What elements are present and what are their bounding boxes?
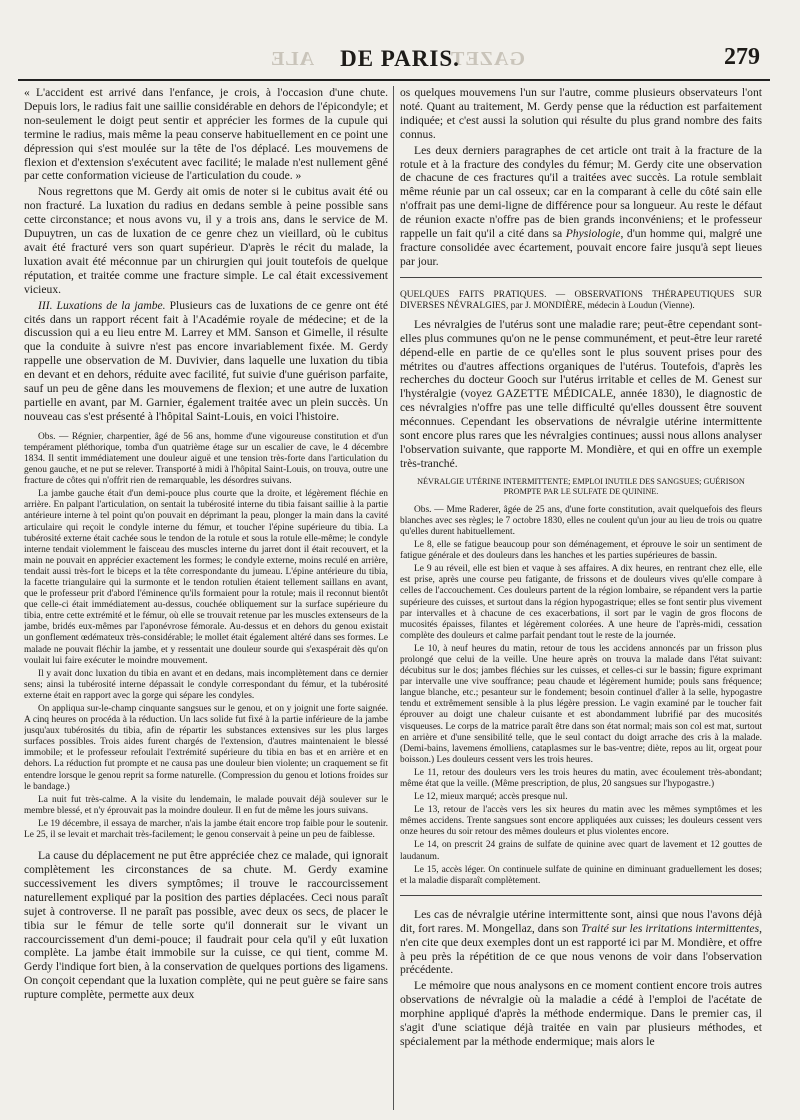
page-header — [0, 0, 800, 90]
paragraph-fractures: Les deux derniers paragraphes de cet article ont trait à la fracture de la rotule et à la fracture des condyles du fémur; M. Gerdy cite une observation de chacune de ces fractures qu'il a traitées avec succès. La rotule semblait même réunie par un cal osseux; car en la comparant à celle du côté sain elle n'offrait pas une demi-ligne de différence pour sa longueur. Au reste le défaut de réunion exacte n'offre pas de bien grands inconvéniens; et le professeur rappelle un fait qu'il a cité dans sa Physiologie, d'un homme qui, malgré une fracture consolidée avec écartement, pouvait encore faire jusqu'à sept lieues par jour. — [400, 143, 762, 268]
paragraph-nevralgies: Les névralgies de l'utérus sont une maladie rare; peut-être cependant sont-elles plus communes qu'on ne le pense communément, et peut-être leur rareté dépend-elle en partie de ce qu'elles sont le plus souvent prises pour des métrites ou d'autres affections organiques de l'utérus. Toutefois, d'après les recherches du docteur Gooch sur l'utérus irritable et celles de M. Genest sur l'hystéralgie (voyez GAZETTE MÉDICALE, année 1830), le diagnostic de ces névralgies n'offre pas une telle difficulté qu'elles doussent être souvent méconnues. Cependant les observations de névralgie utérine intermittente sont encore plus rares que les névralgies continues; aussi nous allons analyser l'observation suivante, que rapporte M. Mondière, et qui en offre un exemple très-tranché. — [400, 317, 762, 470]
paragraph-analysis: La cause du déplacement ne put être appréciée chez ce malade, qui ignorait complètement les circonstances de sa chute. M. Gerdy examine successivement les divers symptômes; il trouve le raccourcissement naturellement expliqué par la position des parties déplacées. Ceci nous paraît sujet à controverse. Il ne paraît pas possible, avec deux os secs, de placer le tibia sur le fémur de telle sorte qu'il donnerait sur le vivant un raccourcissement d'un demi-pouce; il faudrait pour cela qu'il y eût luxation complète. La jambe était immobile sur la cuisse, ce qui tient, comme M. Gerdy l'indique fort bien, à la conservation de quelques portions des ligamens. On conçoit cependant que la luxation complète, qui ne peut guère se faire sans rupture complète, permette aux deux — [24, 849, 388, 1002]
header-rule — [18, 79, 770, 81]
observation-subheading: NÉVRALGIE UTÉRINE INTERMITTENTE; EMPLOI INUTILE DES SANGSUES; GUÉRISON PROMPTE PAR LE SULFATE DE QUININE. — [417, 476, 745, 496]
observation-paragraph: Le 15, accès léger. On continuele sulfate de quinine en diminuant graduellement les doses; et la maladie disparaît complètement. — [400, 864, 762, 886]
observation-paragraph: Le 12, mieux marqué; accès presque nul. — [414, 792, 568, 803]
column-divider — [393, 86, 394, 1110]
observation-paragraph: Le 13, retour de l'accès vers les six heures du matin avec les mêmes symptômes et les mêmes accidens. Trente sangsues sont encore appliquées aux cuisses; les douleurs cessent vers onze heures du soir retour des mêmes douleurs et plus violentes encore. — [400, 805, 762, 838]
observation-label: Obs. — — [38, 431, 69, 442]
right-column — [400, 86, 762, 1116]
observation-label: Obs. — — [414, 504, 444, 515]
observation-paragraph: On appliqua sur-le-champ cinquante sangsues sur le genou, et on y joignit une forte saignée. A cinq heures on procéda à la réduction. Un lacs solide fut fixé à la partie inférieure de la jambe jusqu'aux tubérosités du tibia, afin de répartir les substances extensives sur les plus larges surfaces possibles. Trois aides furent chargés de l'extension, d'autres maintenaient le blessé immobile; et le professeur refoulait l'extrémité supérieure du tibia en bas et en arrière et en dehors. La réduction fut prompte et ne causa pas une douleur bien violente; un craquement se fit entendre lorsque le genou reprit sa forme naturelle. (Compression du genou et lotions froides sur le bandage.) — [24, 704, 388, 792]
observation-paragraph: Le 14, on prescrit 24 grains de sulfate de quinine avec quart de lavement et 12 gouttes de laudanum. — [400, 840, 762, 862]
section-heading: III. Luxations de la jambe. — [38, 298, 166, 312]
cited-work-title: Physiologie — [565, 227, 621, 241]
observation-paragraph: Obs. — Mme Raderer, âgée de 25 ans, d'une forte constitution, avait quelquefois des fleurs blanches avec ses règles; le 7 octobre 1830, elles ne coulent qu'un jour au lieu de trois ou quatre qu'elles durent habituellement. — [400, 504, 762, 537]
left-column — [24, 86, 388, 1116]
paragraph-memoire: Le mémoire que nous analysons en ce moment contient encore trois autres observations de névralgie où la maladie a cédé à l'emploi de l'acétate de morphine appliqué d'après la méthode endermique. Dans le premier cas, il s'agit d'une sciatique déjà traitée en vain par plusieurs méthodes, et spécialement par la méthode endermique; mais alors le — [400, 979, 762, 1048]
section-rule — [400, 277, 762, 278]
observation-paragraph: La jambe gauche était d'un demi-pouce plus courte que la droite, et légèrement fléchie en arrière. En palpant l'articulation, on sentait la tubérosité interne du tibia faisant saillie à la partie antérieure interne à tel point qu'on pouvait en déprimant la peau, plonger la main dans la cavité articulaire qui reçoit le condyle interne du fémur, et toucher l'épine supérieure du tibia. La tubérosité externe était cachée sous le tendon de la rotule et sous la rotule elle-même; le condyle interne tendait violemment le faisceau des muscles interne du jarret dont il était recouvert, et la main ne pouvait en apprécier exactement les formes; le condyle externe, moins reculé en arrière, tendait aussi très-fort le biceps et la tête correspondante du jumeau. L'épine antérieure du tibia, la facette triangulaire qui la surmonte et le tendon rotulien étaient tellement saillans en avant, que le professeur prit d'abord l'éminence qu'ils formaient pour la rotule; mais il reconnut bientôt que celle-ci était immédiatement au-dessus, couchée obliquement sur la surface supérieure du tibia, entre cette extrémité et le fémur, où elle se trouvait retenue par les muscles extenseurs de la jambe, bridés eux-mêmes par l'aponévrose fémorale. Au-dessus et en dehors du genou existait un gonflement œdémateux très-considérable; le mollet était également altéré dans ses formes. Le malade ne pouvait fléchir la jambe, et y ressentait une douleur sourde qui s'exaspérait dès qu'on voulait lui faire exécuter le moindre mouvement. — [24, 489, 388, 666]
observation-paragraph: Le 19 décembre, il essaya de marcher, n'ais la jambe était encore trop faible pour le soutenir. Le 25, il se levait et marchait très-facilement; le genou conservait à peine un peu de faiblesse. — [24, 818, 388, 841]
section-rule — [400, 895, 762, 896]
cited-work-title: Traité sur les irritations intermittentes — [581, 921, 760, 935]
page-number: 279 — [724, 44, 760, 70]
article-heading: QUELQUES FAITS PRATIQUES. — OBSERVATIONS THÉRAPEUTIQUES SUR DIVERSES NÉVRALGIES, par J. MONDIÈRE, médecin à Loudun (Vienne). — [400, 289, 762, 311]
paragraph-luxations-jambe: III. Luxations de la jambe. Plusieurs cas de luxations de ce genre ont été cités dans un rapport récent fait à l'Académie royale de médecine; et de la discussion qui a eu lieu entre M. Larrey et MM. Sanson et Gimelle, il résulte que la conduite à suivre n'est pas encore invariablement fixée. M. Gerdy rappelle une observation de M. Duvivier, dans laquelle une luxation du tibia en devant et en dehors, réduite avec facilité, fut suivie d'une guérison parfaite, sauf un peu de gêne dans les mouvemens de flexion; et une autre de luxation partielle en avant, par M. Garnier, également traitée avec un plein succès. Un nouveau cas s'est présenté à l'hôpital Saint-Louis, en voici l'histoire. — [24, 298, 388, 423]
observation-paragraph: Le 11, retour des douleurs vers les trois heures du matin, avec écoulement très-abondant; même état que la veille. (Même prescription, de plus, 20 sangsues sur l'hypogastre.) — [400, 767, 762, 789]
bleed-through-text-left: ALE — [270, 48, 315, 70]
paragraph-continuation: os quelques mouvemens l'un sur l'autre, comme plusieurs observateurs l'ont noté. Quant au traitement, M. Gerdy pense que la réduction est parfaitement indiquée; et c'est aussi la solution qui résulte du plus grand nombre des faits connus. — [400, 86, 762, 141]
bleed-through-text-right: GAZET — [450, 48, 526, 70]
paragraph-commentary: Nous regrettons que M. Gerdy ait omis de noter si le cubitus avait été ou non fracturé. La luxation du radius en dedans semble à peine possible sans cette circonstance; et nous avons vu, il y a trois ans, dans le service de M. Dupuytren, un cas de luxation de ce genre chez un vieillard, où le cubitus avait été fracturé vers son quart supérieur. D'après le récit du malade, la luxation avait été méconnue par un chirurgien qui jouit toutefois de quelque réputation, et traitée comme une fracture simple. Le cal était excessivement vicieux. — [24, 185, 388, 296]
observation-paragraph: Il y avait donc luxation du tibia en avant et en dedans, mais incomplètement dans ce dernier sens; ainsi la tubérosité interne dépassait le condyle correspondant du fémur, et la tubérosité externe était en rapport avec la gorge qui sépare les condyles. — [24, 668, 388, 701]
observation-paragraph: Le 10, à neuf heures du matin, retour de tous les accidens annoncés par un frisson plus prolongé que celui de la veille. Une heure après on trouva la malade dans l'état suivant: décubitus sur le dos; jambes fléchies sur les cuisses, et celles-ci sur le bassin; figure exprimant par intervalle une vive souffrance; peau chaude et légèrement humide; pouls sans fréquence; langue blanche, etc.; pesanteur sur le fondement; besoin continuel d'aller à la selle, hypogastre tendu et extrêmement sensible à la plus légère pression. Le vagin examiné par le toucher fait éprouver au doigt une chaleur cuisante et est abondamment lubrifié par des mucosités visqueuses. Le corps de la matrice paraît être dans son état normal; mais son col est mat, surtout en arrière et d'une sensibilité telle, que le seul contact du doigt arrache des cris à la malade. (Demi-bains, lavemens émolliens, cataplasmes sur le bas-ventre; diète, repos au lit, orgeat pour boisson.) Les douleurs cessent vers les trois heures. — [400, 643, 762, 765]
observation-paragraph: Le 8, elle se fatigue beaucoup pour son déménagement, et éprouve le soir un sentiment de fatigue générale et des douleurs dans les hanches et les parties supérieures de bassin. — [400, 540, 762, 562]
observation-paragraph: La nuit fut très-calme. A la visite du lendemain, le malade pouvait déjà soulever sur le membre blessé, et n'y éprouvait pas la moindre douleur. Il en fut de même les jours suivans. — [24, 794, 388, 816]
observation-paragraph: Le 9 au réveil, elle est bien et vaque à ses affaires. A dix heures, en rentrant chez elle, elle est prise, après une course peu fatigante, de frissons et de douleurs vives qu'elle compare à celles de l'accouchement. Ces douleurs partent de la région lombaire, se répandent vers la partie supérieure des cuisses, et surtout dans la région hypogastrique; elles se font sentir plus vivement par intervalles et à chacune de ces exacerbations, il sort par le vagin de gros flocons de mucosités épaisses, filantes et légèrement colorées. A une heure de l'après-midi, cessation complète des douleurs et calme parfait pendant tout le reste de la journée. — [400, 564, 762, 641]
paragraph-quote-ending: « L'accident est arrivé dans l'enfance, je crois, à l'occasion d'une chute. Depuis lors, le radius fait une saillie considérable en dehors de l'épicondyle; et non-seulement le doigt peut sentir et apprécier les formes de la cupule qui termine le radius, mais même la peau conserve habituellement en ce point une dépression qui s'est moulée sur la tête de l'os déplacé. Les mouvemens de flexion et d'extension s'exécutent avec facilité; le malade n'est nullement gêné par cette conformation vicieuse de l'articulation du coude. » — [24, 86, 388, 183]
paragraph-rare-cases: Les cas de névralgie utérine intermittente sont, ainsi que nous l'avons déjà dit, fort rares. M. Mongellaz, dans son Traité sur les irritations intermittentes, n'en cite que deux exemples dont un est rapporté ici par M. Mondière, et offre à peu près la répétition de ce que nous venons de voir dans l'observation précédente. — [400, 907, 762, 977]
observation-paragraph: Obs. — Régnier, charpentier, âgé de 56 ans, homme d'une vigoureuse constitution et d'un tempérament pléthorique, tomba d'un quatrième étage sur un escalier de cave, le 4 décembre 1834. Il sentit immédiatement une douleur aiguë et une tension très-forte dans l'articulation du genou gauche, et ne put se relever. Transporté à midi à l'hôpital Saint-Louis, on trouva, outre une fracture de côtes qui n'offrit rien de remarquable, les désordres suivans. — [24, 431, 388, 487]
running-title: DE PARIS. — [340, 46, 460, 71]
